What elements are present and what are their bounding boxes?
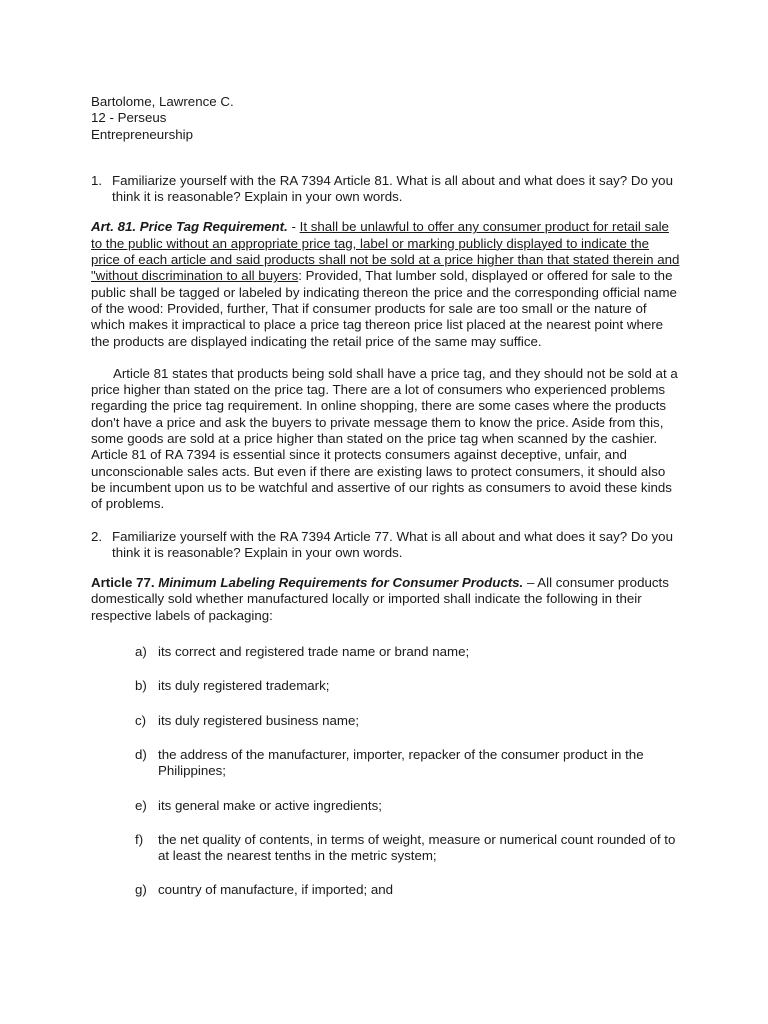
list-item-text: its duly registered trademark; [158,678,330,694]
article-77-label: Article 77. [91,575,155,591]
question-2 [91,529,681,562]
answer-1: Article 81 states that products being sold shall have a price tag, and they should not be sold at a price higher than stated on the price tag. There are a lot of consumers who experienced problems regarding the price tag requirement. In online shopping, there are some cases where the products don't have a price and ask the buyers to private message them to know the price. Aside from this, some goods are sold at a price higher than stated on the price tag when scanned by the cashier. Article 81 of RA 7394 is essential since it protects consumers against deceptive, unfair, and unconscionable sales acts. But even if there are existing laws to protect consumers, it should also be incumbent upon us to be watchful and assertive of our rights as consumers to avoid these kinds of problems. [91,365,678,512]
question-2-number: 2. [91,528,103,544]
question-1 [91,173,681,206]
list-item [135,678,681,694]
list-item [135,713,681,729]
list-item-text: the net quality of contents, in terms of weight, measure or numerical count rounded of to at least the nearest tenths in the metric system; [158,831,676,864]
list-item-letter: g) [135,882,147,898]
student-name: Bartolome, Lawrence C. [91,94,234,109]
list-item-letter: f) [135,831,144,847]
question-2-text: Familiarize yourself with the RA 7394 Article 77. What is all about and what does it say? Do you think it is reasonable? Explain in your own words. [112,528,673,560]
article-81-title: Art. 81. Price Tag Requirement. [91,219,288,235]
article-81-underlined: It shall be unlawful to offer any consumer product for retail sale to the public without an appropriate price tag, label or marking publicly displayed to indicate the price of each article and said products shall not be sold at a price higher than that stated therein and "without discrimination to all buyers [91,219,680,284]
list-item-letter: d) [135,746,147,762]
article-81-text [91,219,681,349]
article-77-title: Minimum Labeling Requirements for Consumer Products. [154,575,524,591]
list-item-letter: a) [135,644,147,660]
list-item-text: its correct and registered trade name or brand name; [158,644,470,660]
question-1-number: 1. [91,172,103,188]
requirements-list [91,644,681,899]
list-item-letter: c) [135,712,147,728]
list-item [135,832,681,865]
student-header [91,94,681,143]
question-1-text: Familiarize yourself with the RA 7394 Article 81. What is all about and what does it say? Do you think it is reasonable? Explain in your own words. [112,172,673,205]
list-item [135,644,681,660]
student-subject: Entrepreneurship [91,126,194,142]
article-81-dash: - [287,219,300,235]
list-item-text: its duly registered business name; [158,712,360,728]
list-item-text: country of manufacture, if imported; and [158,882,394,898]
list-item [135,798,681,814]
article-77-rest: – All consumer products domestically sold whether manufactured locally or imported shall indicate the following in their respective labels of packaging: [91,575,669,623]
list-item-letter: b) [135,678,147,694]
list-item [135,747,681,780]
article-81-rest: : Provided, That lumber sold, displayed or offered for sale to the public shall be tagged or labeled by indicating thereon the price and the corresponding official name of the wood: Provided, further, That if consumer products for sale are too small or the nature of which makes it impractical to place a price tag thereon price list placed at the nearest point where the products are displayed indicating the retail price of the same may suffice. [91,268,677,349]
list-item [135,882,681,898]
list-item-text: the address of the manufacturer, importer, repacker of the consumer product in the Philippines; [158,746,644,779]
list-item-text: its general make or active ingredients; [158,797,382,813]
list-item-letter: e) [135,797,147,813]
document-page [91,94,681,917]
article-77-text [91,575,681,624]
student-section: 12 - Perseus [91,110,167,126]
